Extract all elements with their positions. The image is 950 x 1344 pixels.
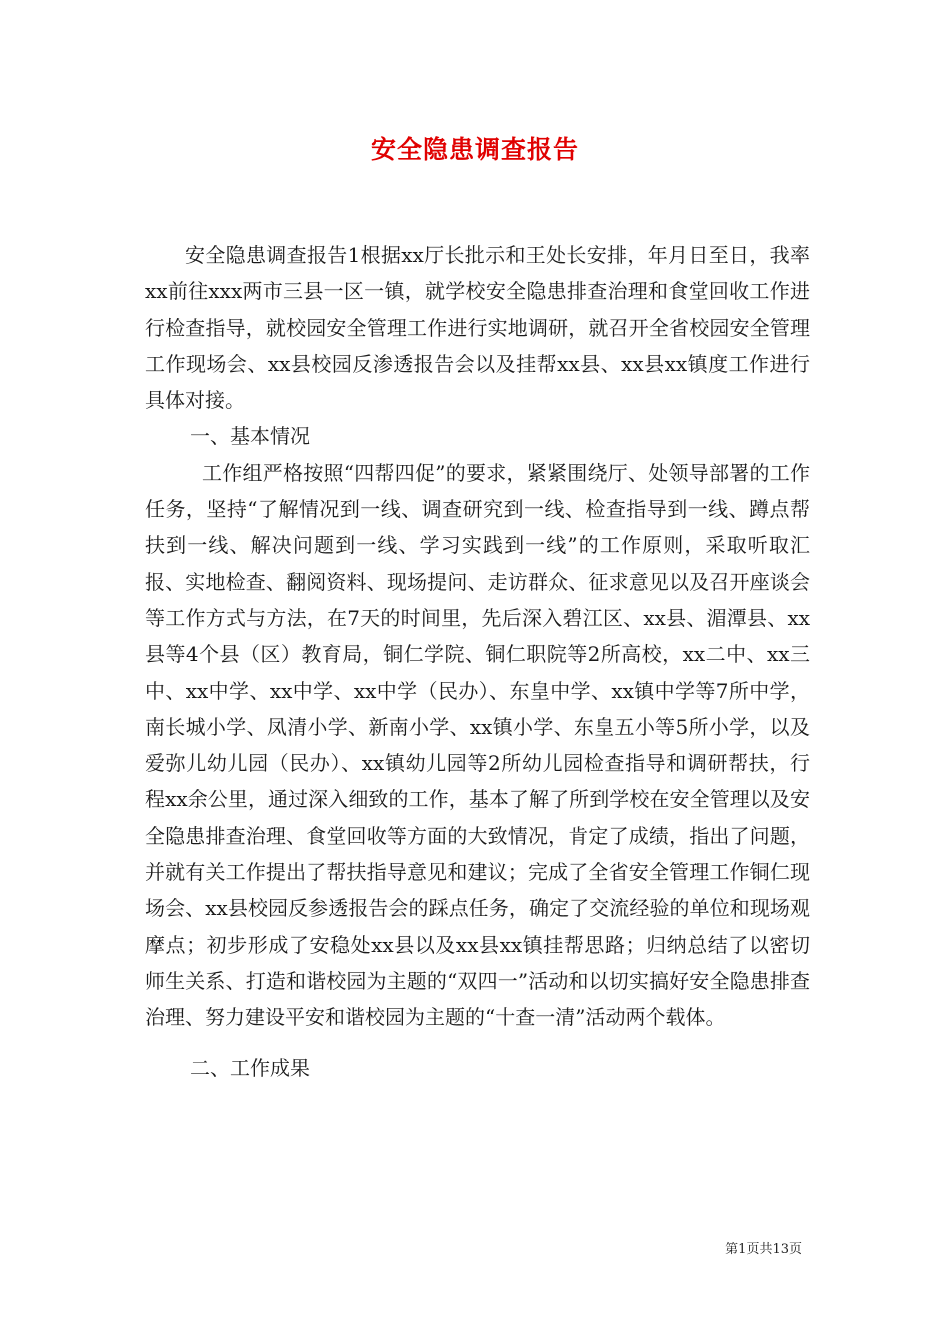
document-title: 安全隐患调查报告 <box>370 135 579 164</box>
section-heading-work-results: 二、工作成果 <box>190 1055 310 1080</box>
paragraph-basic-situation: 工作组严格按照“四帮四促”的要求，紧紧围绕厅、处领导部署的工作任务，坚持“了解情况到一线、调查研究到一线、检查指导到一线、蹲点帮扶到一线、解决问题到一线、学习实践到一线”的工作原则，采取听取汇报、实地检查、翻阅资料、现场提问、走访群众、征求意见以及召开座谈会等工作方式与方法，在7天的时间里，先后深入碧江区、xx县、湄潭县、xx县等4个县（区）教育局，铜仁学院、铜仁职院等2所高校，xx二中、xx三中、xx中学、xx中学、xx中学（民办）、东皇中学、xx镇中学等7所中学，南长城小学、凤清小学、新南小学、xx镇小学、东皇五小等5所小学，以及爱弥儿幼儿园（民办）、xx镇幼儿园等2所幼儿园检查指导和调研帮扶，行程xx余公里，通过深入细致的工作，基本了解了所到学校在安全管理以及安全隐患排查治理、食堂回收等方面的大致情况，肯定了成绩，指出了问题，并就有关工作提出了帮扶指导意见和建议；完成了全省安全管理工作铜仁现场会、xx县校园反参透报告会的踩点任务，确定了交流经验的单位和现场观摩点；初步形成了安稳处xx县以及xx县xx镇挂帮思路；归纳总结了以密切师生关系、打造和谐校园为主题的“双四一”活动和以切实搞好安全隐患排查治理、努力建设平安和谐校园为主题的“十查一清”活动两个载体。 <box>145 460 810 1030</box>
paragraph-intro: 安全隐患调查报告1根据xx厅长批示和王处长安排，年月日至日，我率xx前往xxx两市三县一区一镇，就学校安全隐患排查治理和食堂回收工作进行检查指导，就校园安全管理工作进行实地调研，就召开全省校园安全管理工作现场会、xx县校园反渗透报告会以及挂帮xx县、xx县xx镇度工作进行具体对接。 <box>145 243 810 413</box>
section-heading-basic-situation: 一、基本情况 <box>190 424 310 449</box>
page-number: 第1页共13页 <box>725 1242 802 1257</box>
document-body <box>145 237 810 1086</box>
